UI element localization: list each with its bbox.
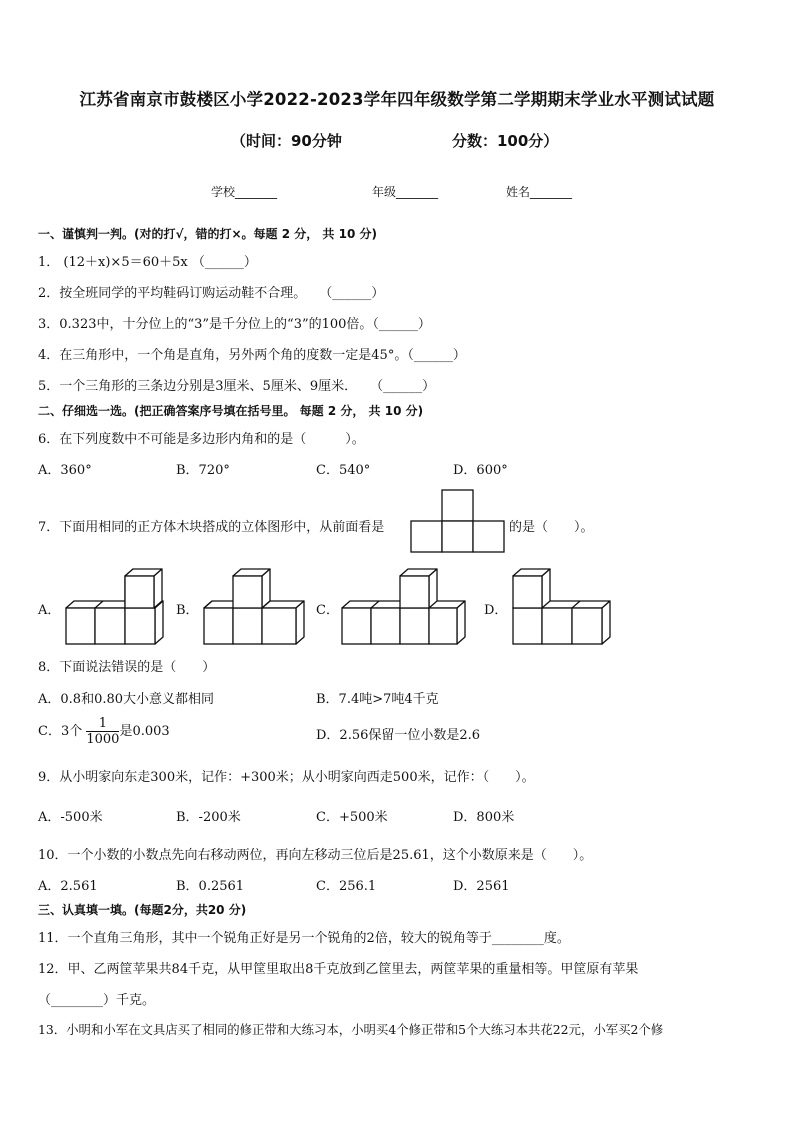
q10-option-a: A．2.561: [38, 879, 98, 894]
cube-stack-a: [66, 569, 163, 644]
cube-stack-c: [342, 569, 465, 644]
question-2: 2．按全班同学的平均鞋码订购运动鞋不合理。 （______）: [38, 286, 385, 301]
q7-option-a-figure: [62, 566, 172, 646]
question-13: 13．小明和小军在文具店买了相同的修正带和大练习本，小明买4个修正带和5个大练习本共花22元，小军买2个修: [38, 1022, 664, 1037]
name-field[interactable]: 姓名_______: [506, 185, 573, 199]
school-field[interactable]: 学校_______: [211, 185, 278, 199]
question-9: 9．从小明家向东走300米，记作：+300米；从小明家向西走500米，记作：（ ）。: [38, 770, 535, 785]
page-title: 江苏省南京市鼓楼区小学2022-2023学年四年级数学第二学期期末学业水平测试试题: [79, 90, 715, 109]
q10-option-b: B．0.2561: [176, 879, 245, 894]
q7-option-d-label: D．: [484, 603, 508, 618]
q7-option-b-label: B．: [176, 603, 199, 618]
question-7-suffix: 的是（ ）。: [509, 520, 594, 535]
q9-option-c: C．+500米: [316, 810, 388, 825]
section-1-heading: 一、谨慎判一判。(对的打√，错的打×。每题 2 分， 共 10 分): [38, 227, 377, 241]
q8-option-c: [38, 716, 170, 747]
question-12-line-2: （________）千克。: [38, 993, 156, 1008]
q7-option-b-figure: [200, 566, 312, 646]
q7-option-d-figure: [509, 566, 619, 646]
exam-score: 分数：100分）: [452, 132, 559, 150]
question-4: 4．在三角形中，一个角是直角，另外两个角的度数一定是45°。（______）: [38, 348, 466, 363]
question-5: 5．一个三角形的三条边分别是3厘米、5厘米、9厘米． （______）: [38, 379, 436, 394]
question-12-line-1: 12．甲、乙两筐苹果共84千克，从甲筐里取出8千克放到乙筐里去，两筐苹果的重量相等。甲筐原有苹果: [38, 962, 639, 977]
cube-stack-b: [204, 569, 304, 644]
q6-option-a: A．360°: [38, 463, 92, 478]
question-7-text: 7．下面用相同的正方体木块搭成的立体图形中，从前面看是: [38, 520, 385, 535]
exam-time: （时间：90分钟: [231, 132, 342, 150]
q10-option-d: D．2561: [453, 879, 510, 894]
question-6: 6．在下列度数中不可能是多边形内角和的是（ ）。: [38, 432, 365, 447]
q8-option-b: B．7.4吨>7吨4千克: [316, 692, 439, 707]
fraction-numerator: 1: [86, 716, 119, 732]
question-11: 11．一个直角三角形，其中一个锐角正好是另一个锐角的2倍，较大的锐角等于________度。: [38, 931, 570, 946]
fraction-denominator: 1000: [86, 732, 120, 747]
question-3: 3．0.323中，十分位上的“3”是千分位上的“3”的100倍。（______）: [38, 317, 431, 332]
q9-option-d: D．800米: [453, 810, 515, 825]
q10-option-c: C．256.1: [316, 879, 377, 894]
question-8: 8．下面说法错误的是（ ）: [38, 660, 216, 675]
q8-option-c-prefix: C．3个: [38, 724, 83, 739]
q8-option-a: A．0.8和0.80大小意义都相同: [38, 692, 215, 707]
q6-option-b: B．720°: [176, 463, 230, 478]
front-view-figure: [409, 488, 507, 554]
question-1: 1． (12＋x)×5＝60＋5x （______）: [38, 255, 257, 270]
q7-option-c-figure: [338, 566, 472, 646]
q6-option-c: C．540°: [316, 463, 371, 478]
q9-option-a: A．-500米: [38, 810, 103, 825]
q6-option-d: D．600°: [453, 463, 508, 478]
q7-option-c-label: C．: [316, 603, 339, 618]
q8-option-d: D．2.56保留一位小数是2.6: [316, 728, 481, 743]
q9-option-b: B．-200米: [176, 810, 241, 825]
q7-option-a-label: A．: [38, 603, 61, 618]
section-3-heading: 三、认真填一填。(每题2分，共20 分): [38, 903, 247, 917]
question-10: 10．一个小数的小数点先向右移动两位，再向左移动三位后是25.61，这个小数原来是（ ）。: [38, 848, 593, 863]
cube-stack-d: [513, 569, 610, 644]
q8-option-c-suffix: 是0.003: [119, 724, 170, 739]
fraction: [86, 716, 119, 747]
grade-field[interactable]: 年级_______: [372, 185, 439, 199]
section-2-heading: 二、仔细选一选。(把正确答案序号填在括号里。 每题 2 分， 共 10 分): [38, 404, 424, 418]
